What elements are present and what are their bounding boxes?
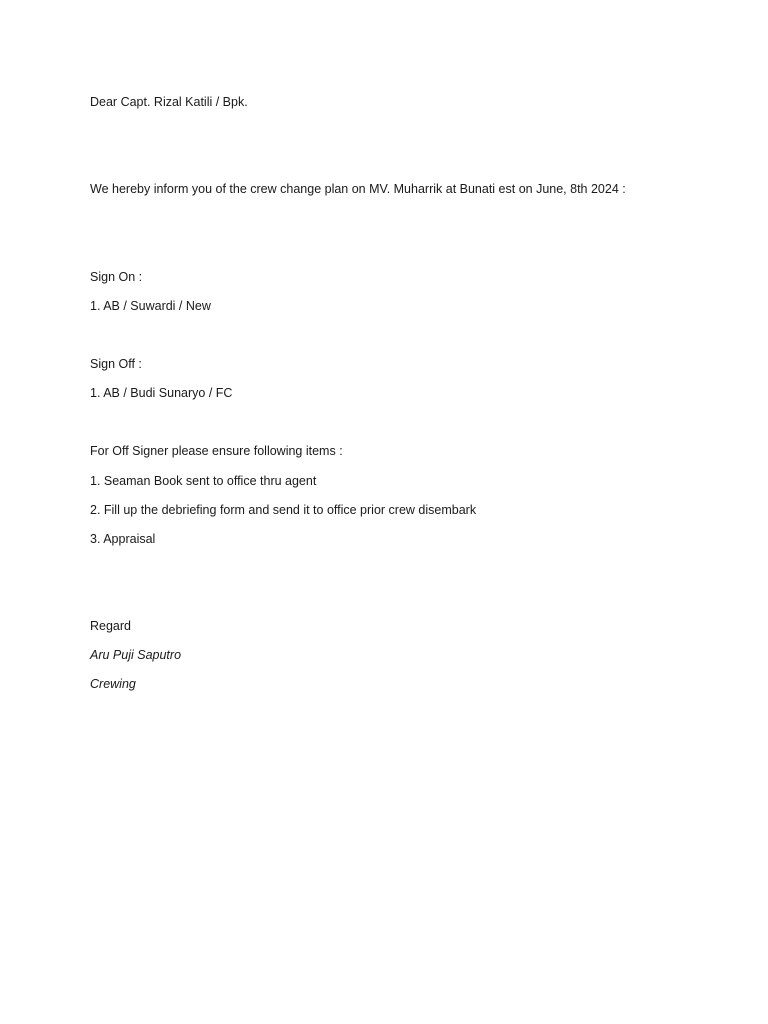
closing-regard: Regard [90,619,131,633]
sign-off-heading: Sign Off : [90,357,142,371]
sign-on-item: 1. AB / Suwardi / New [90,299,211,313]
off-signer-heading: For Off Signer please ensure following items : [90,444,343,458]
off-signer-item-3: 3. Appraisal [90,532,156,546]
intro-paragraph: We hereby inform you of the crew change plan on MV. Muharrik at Bunati est on June, 8th 2024 : [90,182,626,196]
off-signer-item-2: 2. Fill up the debriefing form and send it to office prior crew disembark [90,503,477,517]
signer-name: Aru Puji Saputro [90,648,182,662]
off-signer-item-1: 1. Seaman Book sent to office thru agent [90,474,317,488]
sign-off-item: 1. AB / Budi Sunaryo / FC [90,386,233,400]
sign-on-heading: Sign On : [90,270,143,284]
signer-department: Crewing [90,677,136,691]
salutation: Dear Capt. Rizal Katili / Bpk. [90,95,248,109]
